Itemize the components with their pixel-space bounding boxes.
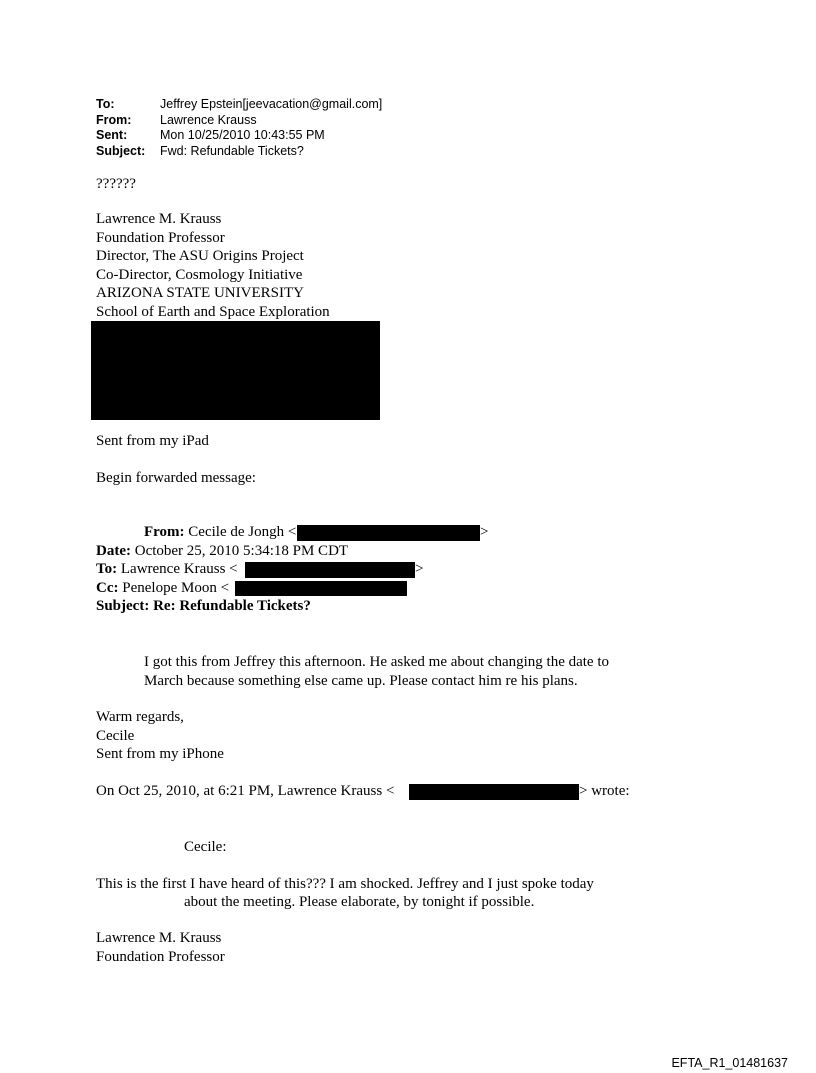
- signature-line: School of Earth and Space Exploration: [96, 303, 330, 320]
- fwd-to-label: To:: [96, 561, 118, 577]
- fwd-cc-label: Cc:: [96, 580, 119, 596]
- signature-line: Foundation Professor: [96, 948, 225, 965]
- redaction-box: [235, 581, 407, 596]
- header-sent-value: Mon 10/25/2010 10:43:55 PM: [160, 128, 325, 142]
- quoted-greeting: Cecile:: [184, 839, 227, 855]
- header-sent-row: [96, 128, 382, 144]
- fwd-from-value: Cecile de Jongh <: [188, 524, 297, 540]
- redaction-box: [409, 784, 579, 800]
- fwd-closing: [96, 708, 224, 764]
- header-subject-value: Fwd: Refundable Tickets?: [160, 143, 304, 158]
- quoted-on-suffix: > wrote:: [579, 783, 630, 799]
- fwd-from-line: [144, 523, 296, 542]
- header-to-label: To:: [96, 97, 115, 111]
- fwd-to-close: >: [415, 561, 424, 577]
- fwd-subject-line: Subject: Re: Refundable Tickets?: [96, 598, 311, 614]
- quoted-line-2: about the meeting. Please elaborate, by tonight if possible.: [184, 894, 535, 910]
- fwd-message-line: March because something else came up. Please contact him re his plans.: [144, 672, 578, 689]
- signature-line: Foundation Professor: [96, 229, 225, 246]
- header-sent-label: Sent:: [96, 128, 128, 142]
- header-from-row: [96, 113, 382, 129]
- redaction-box: [245, 562, 415, 578]
- fwd-to-value: Lawrence Krauss <: [120, 561, 238, 577]
- fwd-from-close: >: [480, 524, 489, 540]
- fwd-cc-value: Penelope Moon <: [122, 580, 230, 596]
- fwd-date-value: October 25, 2010 5:34:18 PM CDT: [134, 543, 349, 559]
- header-subject-row: [96, 144, 382, 160]
- fwd-message: [144, 653, 609, 690]
- closing-line: Cecile: [96, 727, 135, 744]
- header-to-row: [96, 97, 382, 113]
- quoted-line-1: This is the first I have heard of this??? I am shocked. Jeffrey and I just spoke today: [96, 876, 594, 892]
- fwd-message-line: I got this from Jeffrey this afternoon. He asked me about changing the date to: [144, 654, 610, 670]
- redaction-box: [91, 321, 380, 420]
- redaction-box: [297, 525, 480, 541]
- fwd-cc-line: [96, 579, 229, 598]
- header-subject-label: Subject:: [96, 143, 146, 158]
- document-id: EFTA_R1_01481637: [671, 1056, 788, 1070]
- quoted-signature: [96, 929, 225, 966]
- header-to-value: Jeffrey Epstein[jeevacation@gmail.com]: [160, 97, 383, 111]
- question-marks: ??????: [96, 176, 136, 192]
- email-header: [96, 97, 382, 159]
- header-from-label: From:: [96, 112, 132, 127]
- fwd-date-line: [96, 542, 348, 561]
- sent-from-ipad: Sent from my iPad: [96, 433, 209, 449]
- quoted-on-prefix: On Oct 25, 2010, at 6:21 PM, Lawrence Krauss <: [96, 783, 395, 799]
- signature-line: Director, The ASU Origins Project: [96, 248, 304, 264]
- fwd-from-label: From:: [144, 524, 185, 540]
- fwd-date-label: Date:: [96, 543, 131, 559]
- header-from-value: Lawrence Krauss: [160, 112, 257, 127]
- signature-line: ARIZONA STATE UNIVERSITY: [96, 285, 304, 301]
- signature-line: Co-Director, Cosmology Initiative: [96, 266, 303, 283]
- begin-forwarded: Begin forwarded message:: [96, 470, 256, 486]
- closing-line: Sent from my iPhone: [96, 746, 224, 762]
- signature-line: Lawrence M. Krauss: [96, 930, 222, 946]
- signature-block: [96, 210, 330, 321]
- fwd-to-line: [96, 560, 238, 579]
- signature-line: Lawrence M. Krauss: [96, 211, 222, 227]
- closing-line: Warm regards,: [96, 709, 184, 725]
